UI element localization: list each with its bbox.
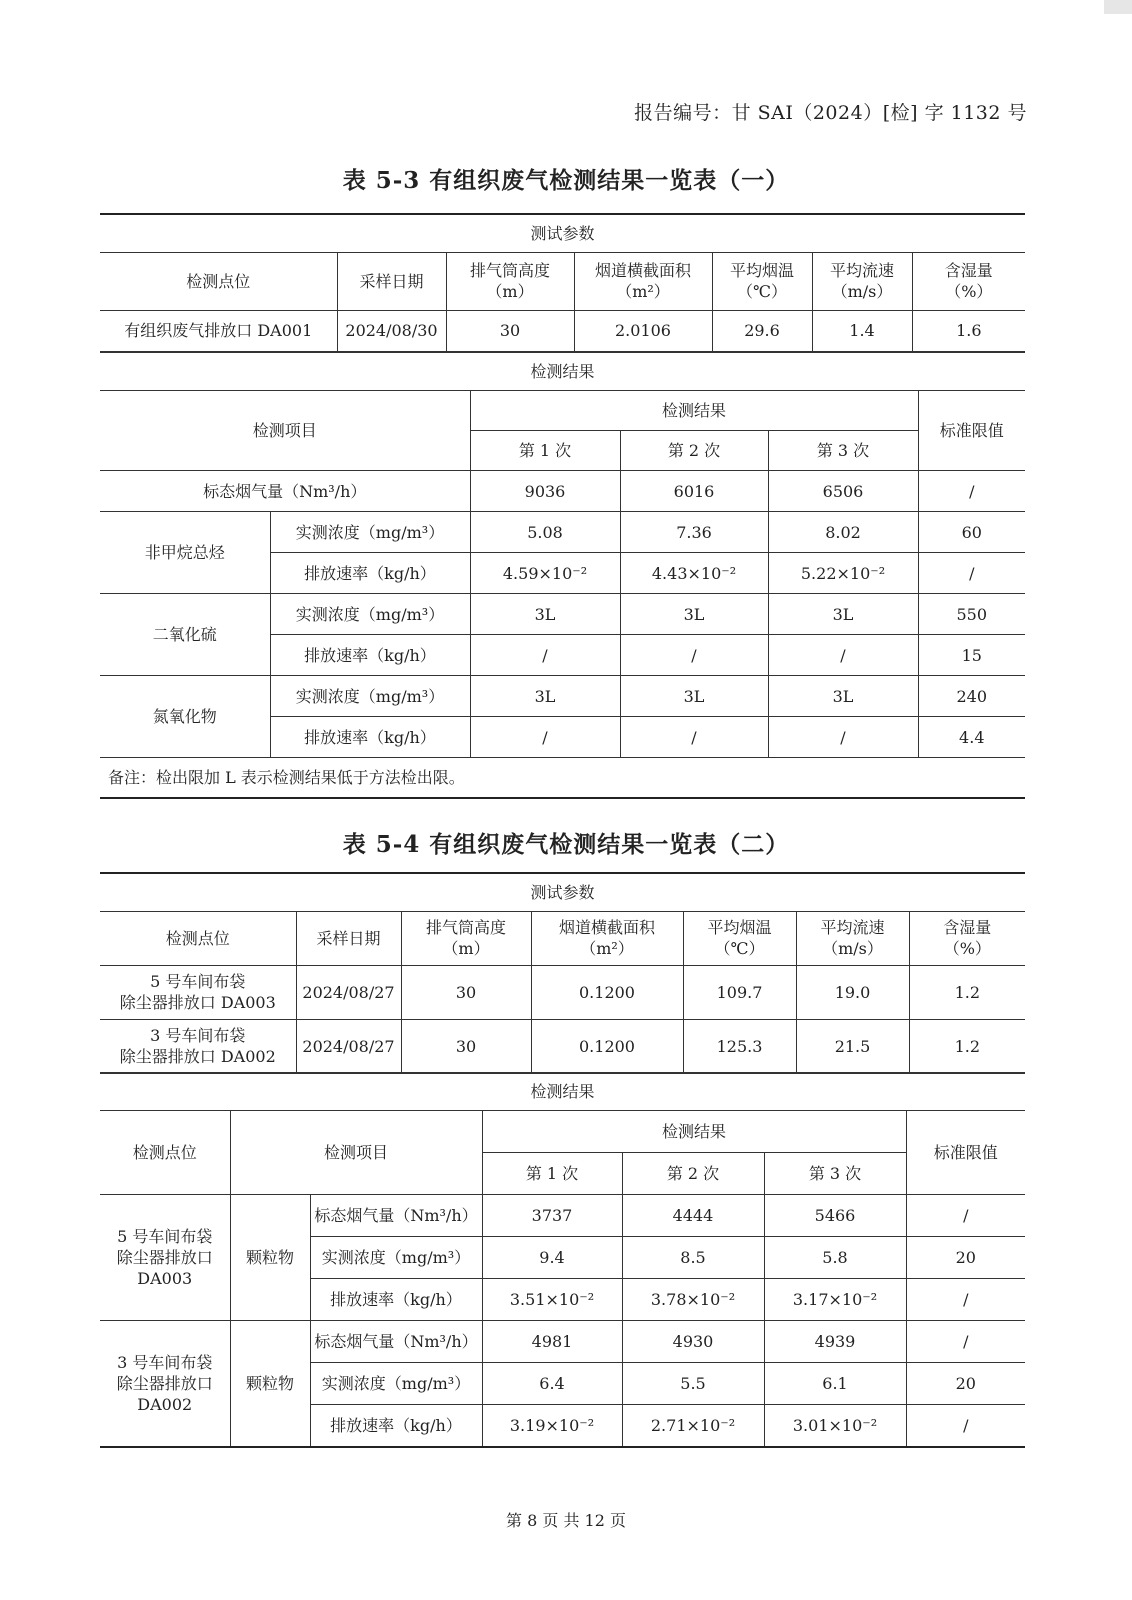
cell: 4.59×10⁻² [470,553,620,594]
table-row [100,1195,1025,1237]
cell: 3.51×10⁻² [482,1279,622,1321]
cell: 4939 [764,1321,906,1363]
header-run1: 第 1 次 [482,1153,622,1195]
cell: 19.0 [796,965,909,1019]
cell: 0.1200 [531,965,683,1019]
pollutant-name: 氮氧化物 [100,676,270,758]
cell: 2.71×10⁻² [622,1405,764,1447]
cell: 3L [470,594,620,635]
header-run3: 第 3 次 [768,431,918,471]
cell: 5.08 [470,512,620,553]
cell: / [768,635,918,676]
cell: 9.4 [482,1237,622,1279]
table1-params [100,213,1025,352]
cell: / [620,717,768,758]
cell: 240 [918,676,1025,717]
table2-title: 表 5-4 有组织废气检测结果一览表（二） [342,831,790,858]
row-label: 标态烟气量（Nm³/h） [310,1321,482,1363]
cell: / [906,1279,1025,1321]
flow-label: 标态烟气量（Nm³/h） [100,471,470,512]
header-item: 检测项目 [230,1111,482,1195]
cell: / [470,635,620,676]
cell: 2024/08/30 [337,310,446,351]
cell: 8.02 [768,512,918,553]
cell: 1.4 [812,310,912,351]
cell: 9036 [470,471,620,512]
cell: 3.19×10⁻² [482,1405,622,1447]
cell: 6.1 [764,1363,906,1405]
table-row [100,676,1025,717]
header-site: 检测点位 [100,911,296,965]
rate-label: 排放速率（kg/h） [270,553,470,594]
header-site: 检测点位 [100,1111,230,1195]
header-results: 检测结果 [482,1111,906,1153]
table1-results-label: 检测结果 [100,353,1025,391]
cell: / [906,1321,1025,1363]
header-site: 检测点位 [100,252,337,310]
conc-label: 实测浓度（mg/m³） [270,676,470,717]
header-date: 采样日期 [296,911,401,965]
header-run2: 第 2 次 [620,431,768,471]
table-row [100,594,1025,635]
header-temp: 平均烟温 （℃） [712,252,812,310]
cell: 3.17×10⁻² [764,1279,906,1321]
conc-label: 实测浓度（mg/m³） [270,594,470,635]
table-row [100,1019,1025,1073]
header-run3: 第 3 次 [764,1153,906,1195]
table1-note: 备注：检出限加 L 表示检测结果低于方法检出限。 [100,758,1025,798]
header-height: 排气筒高度 （m） [446,252,574,310]
cell: 5.22×10⁻² [768,553,918,594]
cell: 4981 [482,1321,622,1363]
cell: 20 [906,1237,1025,1279]
cell: 60 [918,512,1025,553]
cell: 3L [768,594,918,635]
cell: / [918,471,1025,512]
header-limit: 标准限值 [918,391,1025,471]
header-area: 烟道横截面积 （m²） [531,911,683,965]
table-row [100,512,1025,553]
table-row [100,471,1025,512]
header-moisture: 含湿量 （%） [909,911,1025,965]
cell: 109.7 [683,965,796,1019]
cell: 550 [918,594,1025,635]
cell: 4.43×10⁻² [620,553,768,594]
table-row [100,310,1025,351]
header-moisture: 含湿量 （%） [912,252,1025,310]
cell: 4444 [622,1195,764,1237]
table2-results [100,1072,1025,1448]
pollutant-name: 颗粒物 [230,1195,310,1321]
conc-label: 实测浓度（mg/m³） [270,512,470,553]
cell: 30 [401,965,531,1019]
cell: 5466 [764,1195,906,1237]
cell: / [906,1405,1025,1447]
rate-label: 排放速率（kg/h） [270,635,470,676]
header-item: 检测项目 [100,391,470,471]
cell: 6016 [620,471,768,512]
cell: 21.5 [796,1019,909,1073]
report-number: 报告编号：甘 SAI（2024）[检] 字 1132 号 [634,102,1027,124]
cell: / [906,1195,1025,1237]
header-results: 检测结果 [470,391,918,431]
header-height: 排气筒高度 （m） [401,911,531,965]
table-row [100,965,1025,1019]
cell: / [620,635,768,676]
row-label: 排放速率（kg/h） [310,1405,482,1447]
table-row [100,1321,1025,1363]
row-label: 标态烟气量（Nm³/h） [310,1195,482,1237]
cell: 125.3 [683,1019,796,1073]
cell: 30 [401,1019,531,1073]
cell: 3L [470,676,620,717]
table1-results [100,352,1025,799]
header-run2: 第 2 次 [622,1153,764,1195]
header-area: 烟道横截面积 （m²） [574,252,712,310]
cell: 1.6 [912,310,1025,351]
cell: 4930 [622,1321,764,1363]
table2-results-label: 检测结果 [100,1073,1025,1111]
cell: 30 [446,310,574,351]
cell: 3 号车间布袋 除尘器排放口 DA002 [100,1019,296,1073]
cell: 3.78×10⁻² [622,1279,764,1321]
header-date: 采样日期 [337,252,446,310]
cell: 3.01×10⁻² [764,1405,906,1447]
table1-title: 表 5-3 有组织废气检测结果一览表（一） [342,167,790,194]
corner-mark [1104,0,1132,14]
header-temp: 平均烟温 （℃） [683,911,796,965]
cell: 4.4 [918,717,1025,758]
cell: 2024/08/27 [296,1019,401,1073]
cell: 2.0106 [574,310,712,351]
cell: 5.8 [764,1237,906,1279]
cell: 3L [768,676,918,717]
site-name: 5 号车间布袋 除尘器排放口 DA003 [100,1195,230,1321]
cell: 3737 [482,1195,622,1237]
cell: 1.2 [909,965,1025,1019]
header-limit: 标准限值 [906,1111,1025,1195]
cell: / [768,717,918,758]
cell: 5.5 [622,1363,764,1405]
site-name: 3 号车间布袋 除尘器排放口 DA002 [100,1321,230,1447]
cell: 3L [620,594,768,635]
cell: 29.6 [712,310,812,351]
cell: 15 [918,635,1025,676]
header-run1: 第 1 次 [470,431,620,471]
cell: 1.2 [909,1019,1025,1073]
cell: 5 号车间布袋 除尘器排放口 DA003 [100,965,296,1019]
table2-params [100,872,1025,1074]
cell: 3L [620,676,768,717]
header-velocity: 平均流速 （m/s） [812,252,912,310]
cell: 有组织废气排放口 DA001 [100,310,337,351]
row-label: 排放速率（kg/h） [310,1279,482,1321]
header-velocity: 平均流速 （m/s） [796,911,909,965]
pollutant-name: 非甲烷总烃 [100,512,270,594]
page-footer: 第 8 页 共 12 页 [506,1511,626,1530]
table2-params-label: 测试参数 [100,873,1025,911]
cell: 20 [906,1363,1025,1405]
pollutant-name: 颗粒物 [230,1321,310,1447]
cell: 6506 [768,471,918,512]
table1-params-label: 测试参数 [100,214,1025,252]
cell: 2024/08/27 [296,965,401,1019]
cell: 0.1200 [531,1019,683,1073]
cell: / [918,553,1025,594]
row-label: 实测浓度（mg/m³） [310,1363,482,1405]
cell: 7.36 [620,512,768,553]
cell: / [470,717,620,758]
pollutant-name: 二氧化硫 [100,594,270,676]
rate-label: 排放速率（kg/h） [270,717,470,758]
cell: 6.4 [482,1363,622,1405]
cell: 8.5 [622,1237,764,1279]
row-label: 实测浓度（mg/m³） [310,1237,482,1279]
